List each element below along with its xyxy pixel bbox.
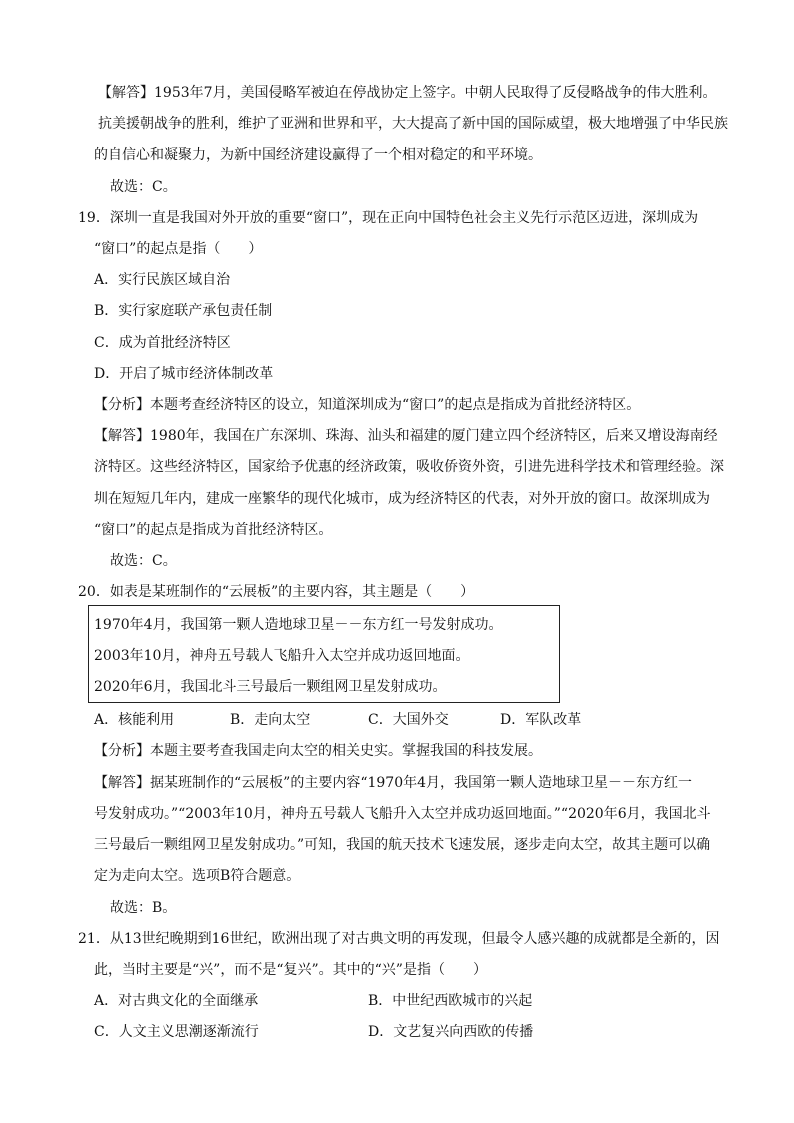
q20-option-c: C．大国外交 bbox=[368, 712, 449, 728]
q20-table-row: 2020年6月，我国北斗三号最后一颗组网卫星发射成功。 bbox=[94, 679, 447, 695]
q19-stem: “窗口”的起点是指（ ） bbox=[94, 241, 263, 257]
q20-stem: 20．如表是某班制作的“云展板”的主要内容，其主题是（ ） bbox=[78, 584, 475, 600]
q20-option-a: A．核能利用 bbox=[94, 712, 175, 728]
q19-answer-line: 圳在短短几年内，建成一座繁华的现代化城市，成为经济特区的代表，对外开放的窗口。故深圳成为 bbox=[94, 491, 710, 507]
q21-stem: 此，当时主要是“兴”，而不是“复兴”。其中的“兴”是指（ ） bbox=[94, 962, 487, 978]
q20-table-row: 1970年4月，我国第一颗人造地球卫星－－东方红一号发射成功。 bbox=[94, 617, 503, 633]
q18-result: 故选：C。 bbox=[110, 179, 177, 195]
q20-answer-line: 号发射成功。”“2003年10月，神舟五号载人飞船升入太空并成功返回地面。”“2020年6月，我国北斗 bbox=[94, 806, 711, 822]
q18-answer-line: 抗美援朝战争的胜利，维护了亚洲和世界和平，大大提高了新中国的国际威望，极大地增强了中华民族 bbox=[98, 116, 728, 132]
q20-answer-line: 【解答】据某班制作的“云展板”的主要内容“1970年4月，我国第一颗人造地球卫星－－东方红一 bbox=[94, 775, 693, 791]
q19-result: 故选：C。 bbox=[110, 553, 177, 569]
q21-stem: 21．从13世纪晚期到16世纪，欧洲出现了对古典文明的再发现，但最令人感兴趣的成就都是全新的，因 bbox=[78, 931, 720, 947]
q19-option-c: C．成为首批经济特区 bbox=[94, 335, 231, 351]
q21-option-c: C．人文主义思潮逐渐流行 bbox=[94, 1024, 259, 1040]
q20-option-b: B．走向太空 bbox=[230, 712, 311, 728]
q18-answer-line: 的自信心和凝聚力，为新中国经济建设赢得了一个相对稳定的和平环境。 bbox=[94, 147, 542, 163]
q20-result: 故选：B。 bbox=[110, 900, 177, 916]
q20-table-row: 2003年10月，神舟五号载人飞船升入太空并成功返回地面。 bbox=[94, 648, 470, 664]
q20-option-d: D．军队改革 bbox=[500, 712, 582, 728]
q21-option-b: B．中世纪西欧城市的兴起 bbox=[368, 993, 533, 1009]
q19-answer-line: “窗口”的起点是指成为首批经济特区。 bbox=[94, 522, 333, 538]
q20-analysis: 【分析】本题主要考查我国走向太空的相关史实。掌握我国的科技发展。 bbox=[94, 743, 542, 759]
q20-answer-line: 定为走向太空。选项B符合题意。 bbox=[94, 868, 301, 884]
q19-analysis: 【分析】本题考查经济特区的设立，知道深圳成为“窗口”的起点是指成为首批经济特区。 bbox=[94, 397, 641, 413]
q19-answer-line: 济特区。这些经济特区，国家给予优惠的经济政策，吸收侨资外资，引进先进科学技术和管理经验。深 bbox=[94, 459, 724, 475]
q19-option-d: D．开启了城市经济体制改革 bbox=[94, 366, 274, 382]
q19-option-b: B．实行家庭联产承包责任制 bbox=[94, 303, 273, 319]
q19-stem: 19．深圳一直是我国对外开放的重要“窗口”，现在正向中国特色社会主义先行示范区迈进，深圳成为 bbox=[78, 210, 699, 226]
q20-answer-line: 三号最后一颗组网卫星发射成功。”可知，我国的航天技术飞速发展，逐步走向太空，故其主题可以确 bbox=[94, 837, 711, 853]
q19-option-a: A．实行民族区域自治 bbox=[94, 272, 231, 288]
q18-answer-line: 【解答】1953年7月，美国侵略军被迫在停战协定上签字。中朝人民取得了反侵略战争的伟大胜利。 bbox=[98, 85, 717, 101]
q19-answer-line: 【解答】1980年，我国在广东深圳、珠海、汕头和福建的厦门建立四个经济特区，后来又增设海南经 bbox=[94, 428, 718, 444]
q21-option-d: D．文艺复兴向西欧的传播 bbox=[368, 1024, 534, 1040]
q20-info-table bbox=[88, 605, 560, 703]
q21-option-a: A．对古典文化的全面继承 bbox=[94, 993, 259, 1009]
